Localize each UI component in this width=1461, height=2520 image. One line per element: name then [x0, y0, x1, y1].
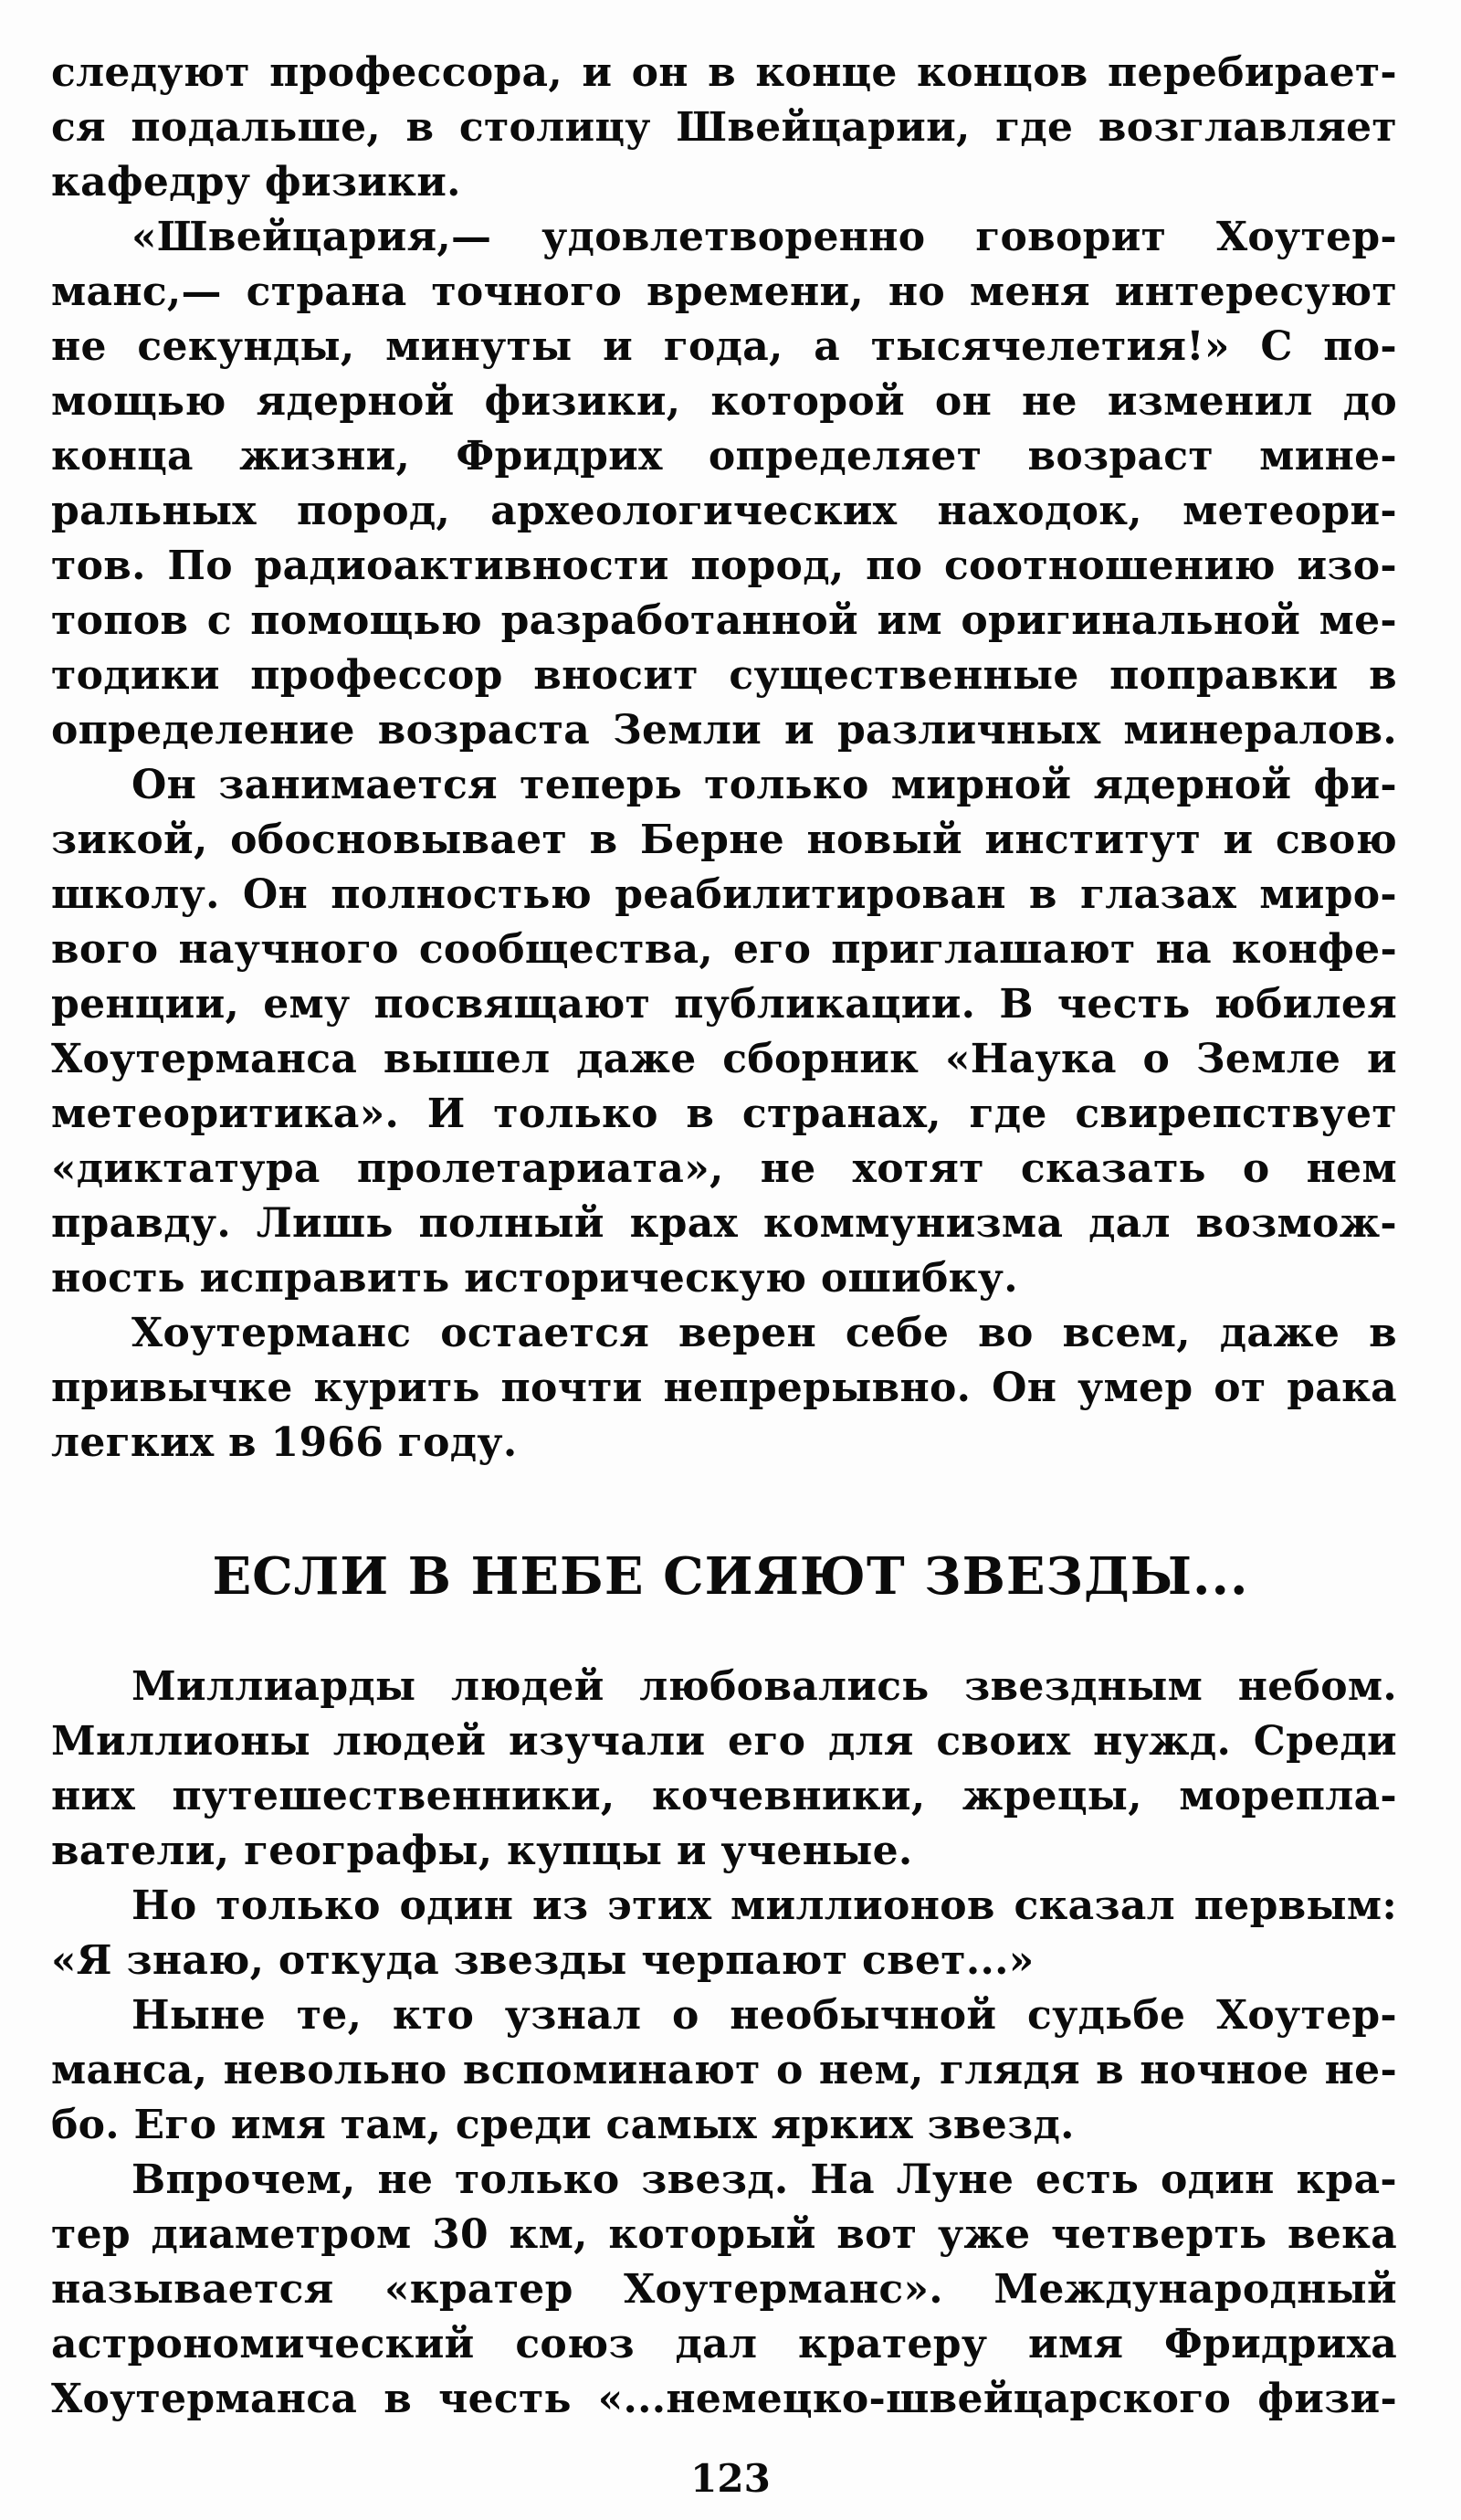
- text-line: следуют профессора, и он в конце концов перебирает-: [51, 49, 1397, 96]
- text-line: Но только один из этих миллионов сказал первым:: [131, 1882, 1397, 1929]
- text-line: ватели, географы, купцы и ученые.: [51, 1828, 913, 1874]
- text-line: привычке курить почти непрерывно. Он умер от рака: [51, 1365, 1397, 1411]
- text-line: манс,— страна точного времени, но меня интересуют: [51, 269, 1397, 315]
- text-line: Хоутерманса вышел даже сборник «Наука о Земле и: [51, 1036, 1397, 1082]
- text-line: определение возраста Земли и различных минералов.: [51, 707, 1397, 754]
- paragraph: [51, 1988, 1397, 2153]
- paragraph: [51, 46, 1397, 210]
- text-line: астрономический союз дал кратеру имя Фридриха: [51, 2321, 1397, 2367]
- text-line: бо. Его имя там, среди самых ярких звезд.: [51, 2102, 1075, 2148]
- text-line: ральных пород, археологических находок, метеори-: [51, 488, 1397, 534]
- paragraph: [51, 210, 1397, 758]
- paragraph: [51, 1660, 1397, 1879]
- section-heading: ЕСЛИ В НЕБЕ СИЯЮТ ЗВЕЗДЫ...: [212, 1546, 1249, 1607]
- paragraph: [51, 1879, 1397, 1988]
- text-line: Миллионы людей изучали его для своих нужд. Среди: [51, 1718, 1397, 1765]
- body-text-top: [51, 0, 1397, 1471]
- page-number: 123: [690, 2456, 771, 2501]
- text-line: тодики профессор вносит существенные поправки в: [51, 652, 1397, 699]
- paragraph: [51, 2153, 1397, 2427]
- text-line: кафедру физики.: [51, 159, 461, 206]
- text-line: Хоутерманса в честь «...немецко-швейцарского физи-: [51, 2376, 1397, 2422]
- text-line: Ныне те, кто узнал о необычной судьбе Хоутер-: [131, 1992, 1397, 2039]
- text-line: манса, невольно вспоминают о нем, глядя в ночное не-: [51, 2047, 1397, 2093]
- text-line: вого научного сообщества, его приглашают на конфе-: [51, 926, 1397, 973]
- text-line: Хоутерманс остается верен себе во всем, даже в: [131, 1310, 1397, 1356]
- text-line: зикой, обосновывает в Берне новый институт и свою: [51, 817, 1397, 863]
- text-line: «Швейцария,— удовлетворенно говорит Хоутер-: [131, 214, 1397, 260]
- text-line: ся подальше, в столицу Швейцарии, где возглавляет: [51, 104, 1397, 151]
- text-line: легких в 1966 году.: [51, 1419, 518, 1466]
- text-line: не секунды, минуты и года, а тысячелетия!» С по-: [51, 323, 1397, 370]
- text-line: Впрочем, не только звезд. На Луне есть один кра-: [131, 2156, 1397, 2203]
- text-line: Он занимается теперь только мирной ядерной фи-: [131, 762, 1397, 808]
- text-line: топов с помощью разработанной им оригинальной ме-: [51, 597, 1397, 644]
- text-line: метеоритика». И только в странах, где свирепствует: [51, 1091, 1397, 1137]
- text-line: тов. По радиоактивности пород, по соотношению изо-: [51, 543, 1397, 589]
- paragraph: [51, 758, 1397, 1306]
- body-text-bottom: [51, 1660, 1397, 2427]
- text-line: них путешественники, кочевники, жрецы, морепла-: [51, 1773, 1397, 1819]
- text-line: школу. Он полностью реабилитирован в глазах миро-: [51, 871, 1397, 918]
- text-line: Миллиарды людей любовались звездным небом.: [131, 1663, 1397, 1710]
- text-line: называется «кратер Хоутерманс». Международный: [51, 2266, 1397, 2313]
- text-line: «диктатура пролетариата», не хотят сказать о нем: [51, 1145, 1397, 1192]
- text-line: «Я знаю, откуда звезды черпают свет...»: [51, 1937, 1035, 1984]
- text-line: правду. Лишь полный крах коммунизма дал возмож-: [51, 1200, 1397, 1247]
- paragraph: [51, 1306, 1397, 1471]
- text-line: мощью ядерной физики, которой он не изменил до: [51, 378, 1397, 425]
- text-line: тер диаметром 30 км, который вот уже четверть века: [51, 2211, 1397, 2258]
- text-line: конца жизни, Фридрих определяет возраст мине-: [51, 433, 1397, 480]
- text-line: ренции, ему посвящают публикации. В честь юбилея: [51, 981, 1397, 1028]
- text-line: ность исправить историческую ошибку.: [51, 1255, 1018, 1302]
